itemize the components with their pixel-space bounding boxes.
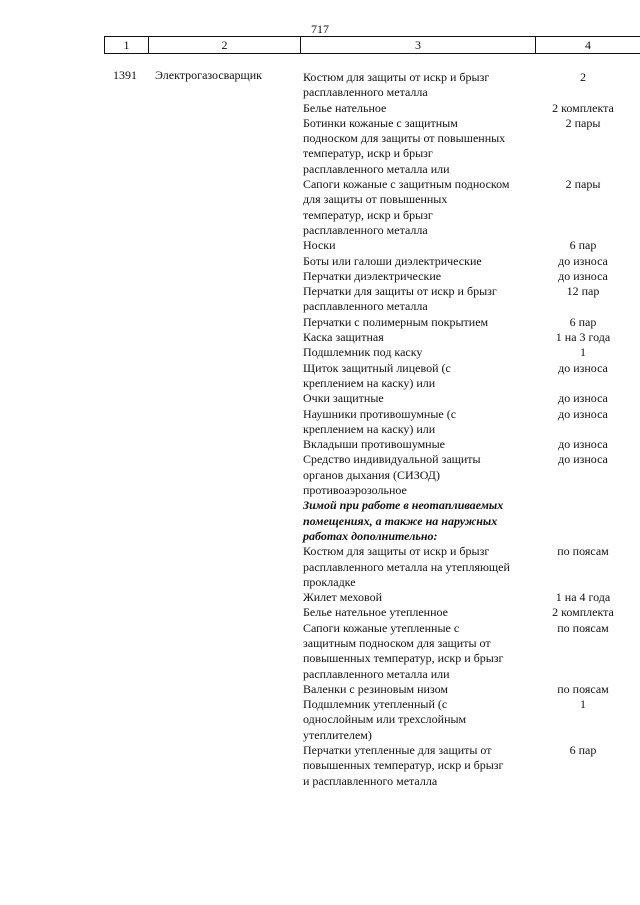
ppe-item-name [303,345,528,360]
ppe-item-line: расплавленного металла [303,222,428,237]
ppe-item-name [303,269,528,284]
ppe-item-line: Сапоги кожаные с защитным подноском [303,177,510,192]
column-header-3: 3 [301,37,536,54]
ppe-item [303,101,638,116]
ppe-item-quantity: 6 пар [569,743,597,758]
ppe-item-name [303,70,528,101]
ppe-item-name [303,743,528,789]
ppe-item [303,177,638,238]
ppe-item [303,452,638,498]
ppe-item [303,621,638,682]
ppe-item-quantity: 2 [580,70,586,84]
ppe-item-name [303,544,528,590]
ppe-item-line: противоаэрозольное [303,483,407,498]
ppe-item-line: Щиток защитный лицевой (с [303,360,451,375]
ppe-item-name [303,605,528,620]
ppe-item [303,238,638,253]
ppe-item-name [303,621,528,682]
ppe-item-name [303,177,528,238]
ppe-item-line: защитным подноском для защиты от [303,635,491,650]
ppe-item-line: Зимой при работе в неотапливаемых [303,498,504,513]
ppe-item-line: Перчатки с полимерным покрытием [303,314,489,329]
ppe-item-line: Перчатки для защиты от искр и брызг [303,284,497,299]
ppe-item-name [303,361,528,392]
ppe-item-quantity: 1 [580,697,586,712]
ppe-item-name [303,284,528,315]
ppe-item [303,743,638,789]
ppe-item-line: Костюм для защиты от искр и брызг [303,70,490,84]
ppe-item [303,116,638,177]
ppe-item [303,605,638,620]
ppe-item-line: Перчатки диэлектрические [303,268,442,283]
column-header-2: 2 [149,37,301,54]
ppe-item-quantity: 2 комплекта [552,100,614,115]
ppe-item-line: Каска защитная [303,330,384,345]
ppe-item-line: температур, искр и брызг [303,207,433,222]
ppe-item-quantity: до износа [558,406,608,421]
ppe-item-quantity: 2 комплекта [552,605,614,620]
ppe-item [303,697,638,743]
ppe-item [303,345,638,360]
ppe-item-quantity: по поясам [557,620,609,635]
ppe-item [303,315,638,330]
ppe-item-line: Подшлемник утепленный (с [303,697,448,712]
ppe-item-name [303,498,528,544]
ppe-item-quantity: до износа [558,360,608,375]
ppe-item-line: Ботинки кожаные с защитным [303,115,458,130]
ppe-item [303,437,638,452]
ppe-item-line: температур, искр и брызг [303,146,433,161]
ppe-item-line: Сапоги кожаные утепленные с [303,620,460,635]
column-header-1: 1 [105,37,149,54]
ppe-item-line: Средство индивидуальной защиты [303,452,481,467]
ppe-item-line: Наушники противошумные (с [303,406,457,421]
ppe-item-line: расплавленного металла [303,85,428,100]
ppe-item [303,70,638,101]
ppe-item-quantity: 1 на 4 года [555,590,611,605]
column-header-row [104,36,640,54]
ppe-item-line: органов дыхания (СИЗОД) [303,467,440,482]
ppe-item-line: помещениях, а также на наружных [303,513,498,528]
ppe-item-quantity: до износа [558,268,608,283]
ppe-item-name [303,330,528,345]
ppe-item-line: расплавленного металла или [303,161,450,176]
ppe-item-line: Валенки с резиновым низом [303,681,449,696]
ppe-item-line: утеплителем) [303,727,372,742]
ppe-item-line: Жилет меховой [303,590,383,605]
ppe-item-name [303,590,528,605]
ppe-item-quantity: до износа [558,391,608,406]
ppe-item [303,407,638,438]
ppe-item-line: креплением на каску) или [303,421,436,436]
ppe-item-line: прокладке [303,574,356,589]
ppe-item-line: подноском для защиты от повышенных [303,131,506,146]
ppe-item-quantity: 1 [580,345,586,360]
ppe-item-name [303,682,528,697]
ppe-item [303,254,638,269]
ppe-item-name [303,101,528,116]
ppe-item-quantity: 12 пар [566,284,600,299]
ppe-item-line: Белье нательное [303,100,387,115]
ppe-item-quantity: 6 пар [569,238,597,253]
ppe-item-line: расплавленного металла или [303,666,450,681]
ppe-item-line: Подшлемник под каску [303,345,423,360]
ppe-item-line: для защиты от повышенных [303,192,448,207]
ppe-item-quantity: до износа [558,452,608,467]
entry-number: 1391 [113,68,137,82]
ppe-item-line: однослойным или трехслойным [303,712,467,727]
ppe-item-name [303,407,528,438]
ppe-item-name [303,116,528,177]
ppe-item [303,284,638,315]
ppe-item-quantity: 1 на 3 года [555,330,611,345]
ppe-item-name [303,315,528,330]
ppe-item-quantity: 2 пары [565,177,601,192]
ppe-item-list [303,70,638,789]
ppe-item-name [303,391,528,406]
ppe-item-line: расплавленного металла [303,299,428,314]
ppe-item [303,682,638,697]
ppe-item-quantity: 6 пар [569,314,597,329]
ppe-item [303,269,638,284]
ppe-item-line: Боты или галоши диэлектрические [303,253,482,268]
column-header-4: 4 [536,37,640,54]
section-note [303,498,638,544]
ppe-item [303,330,638,345]
ppe-item [303,544,638,590]
ppe-item-name [303,697,528,743]
ppe-item-quantity: по поясам [557,544,609,559]
ppe-item-name [303,254,528,269]
ppe-item-line: Вкладыши противошумные [303,437,445,452]
ppe-item-quantity: 2 пары [565,115,601,130]
ppe-item-line: Носки [303,238,336,253]
profession-name: Электрогазосварщик [155,68,263,82]
ppe-item [303,590,638,605]
ppe-item [303,391,638,406]
ppe-item-line: креплением на каску) или [303,375,436,390]
ppe-item-line: работах дополнительно: [303,528,438,543]
ppe-item-quantity: до износа [558,253,608,268]
ppe-item-line: Белье нательное утепленное [303,605,448,620]
ppe-item-name [303,238,528,253]
ppe-item-line: и расплавленного металла [303,773,438,788]
ppe-item-line: Костюм для защиты от искр и брызг [303,544,490,559]
ppe-item-quantity: по поясам [557,681,609,696]
page-number: 717 [311,22,329,36]
ppe-item-line: повышенных температур, искр и брызг [303,758,504,773]
ppe-item-name [303,437,528,452]
ppe-item-line: Очки защитные [303,391,384,406]
ppe-item-quantity [528,498,638,544]
ppe-item-quantity: до износа [558,437,608,452]
ppe-item-name [303,452,528,498]
ppe-item-line: расплавленного металла на утепляющей [303,559,510,574]
ppe-item-line: повышенных температур, искр и брызг [303,651,504,666]
ppe-item-line: Перчатки утепленные для защиты от [303,743,492,758]
ppe-item [303,361,638,392]
